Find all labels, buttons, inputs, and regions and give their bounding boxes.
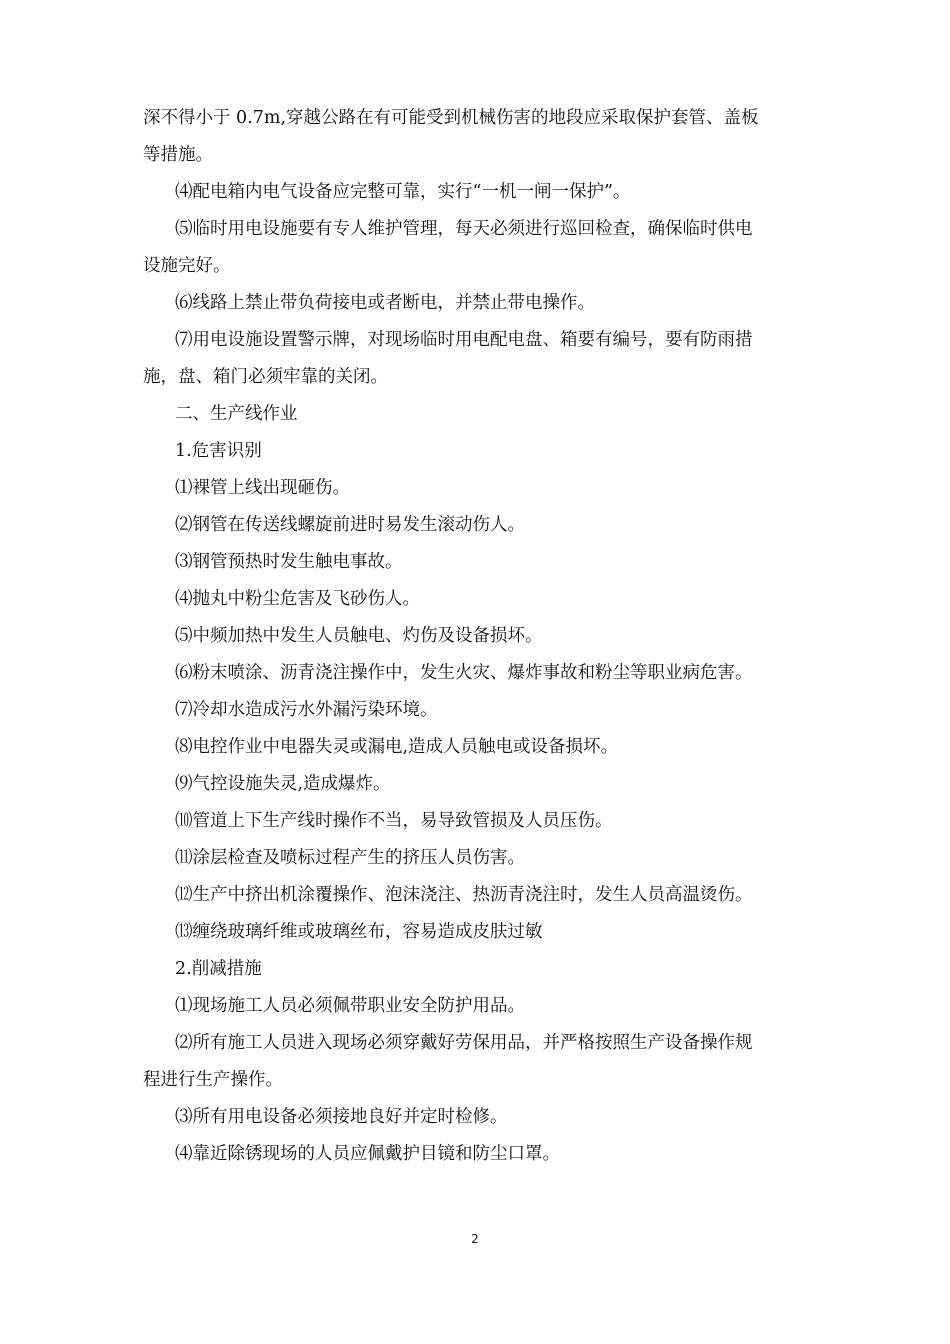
list-item: ⑸中频加热中发生人员触电、灼伤及设备损坏。 [175,626,543,646]
list-item: ⑷抛丸中粉尘危害及飞砂伤人。 [175,589,420,609]
page-number: 2 [471,1232,479,1246]
list-item: ⑴现场施工人员必须佩带职业安全防护用品。 [175,996,525,1016]
paragraph-line: 等措施。 [143,145,213,165]
list-item: ⑵所有施工人员进入现场必须穿戴好劳保用品，并严格按照生产设备操作规 [175,1033,753,1053]
paragraph-line: ⑹线路上禁止带负荷接电或者断电，并禁止带电操作。 [175,293,595,313]
paragraph-line: ⑸临时用电设施要有专人维护管理，每天必须进行巡回检查，确保临时供电 [175,219,753,239]
paragraph-line: 施，盘、箱门必须牢靠的关闭。 [143,367,388,387]
list-item: ⑴裸管上线出现砸伤。 [175,478,350,498]
list-item: ⑼气控设施失灵,造成爆炸。 [175,774,391,794]
list-item: ⒀缠绕玻璃纤维或玻璃丝布，容易造成皮肤过敏 [175,922,543,942]
list-item: ⑵钢管在传送线螺旋前进时易发生滚动伤人。 [175,515,525,535]
paragraph-line: ⑺用电设施设置警示牌，对现场临时用电配电盘、箱要有编号，要有防雨措 [175,330,753,350]
list-item: ⑹粉末喷涂、沥青浇注操作中，发生火灾、爆炸事故和粉尘等职业病危害。 [175,663,753,683]
list-item: ⑾涂层检查及喷标过程产生的挤压人员伤害。 [175,848,525,868]
subsection-heading: 1.危害识别 [175,441,262,461]
section-heading: 二、生产线作业 [175,404,298,424]
list-item: ⑿生产中挤出机涂覆操作、泡沫浇注、热沥青浇注时，发生人员高温烫伤。 [175,885,753,905]
list-item: ⑶钢管预热时发生触电事故。 [175,552,403,572]
list-item: ⑻电控作业中电器失灵或漏电,造成人员触电或设备损坏。 [175,737,619,757]
document-body [143,100,809,1173]
paragraph-line: 深不得小于 0.7m,穿越公路在有可能受到机械伤害的地段应采取保护套管、盖板 [143,108,759,128]
list-item: ⑺冷却水造成污水外漏污染环境。 [175,700,438,720]
list-item: ⑷靠近除锈现场的人员应佩戴护目镜和防尘口罩。 [175,1144,560,1164]
list-item: ⑶所有用电设备必须接地良好并定时检修。 [175,1107,508,1127]
paragraph-line: 程进行生产操作。 [143,1070,283,1090]
list-item: ⑽管道上下生产线时操作不当，易导致管损及人员压伤。 [175,811,613,831]
paragraph-line: ⑷配电箱内电气设备应完整可靠，实行“一机一闸一保护”。 [175,182,631,202]
paragraph-line: 设施完好。 [143,256,231,276]
subsection-heading: 2.削减措施 [175,959,262,979]
